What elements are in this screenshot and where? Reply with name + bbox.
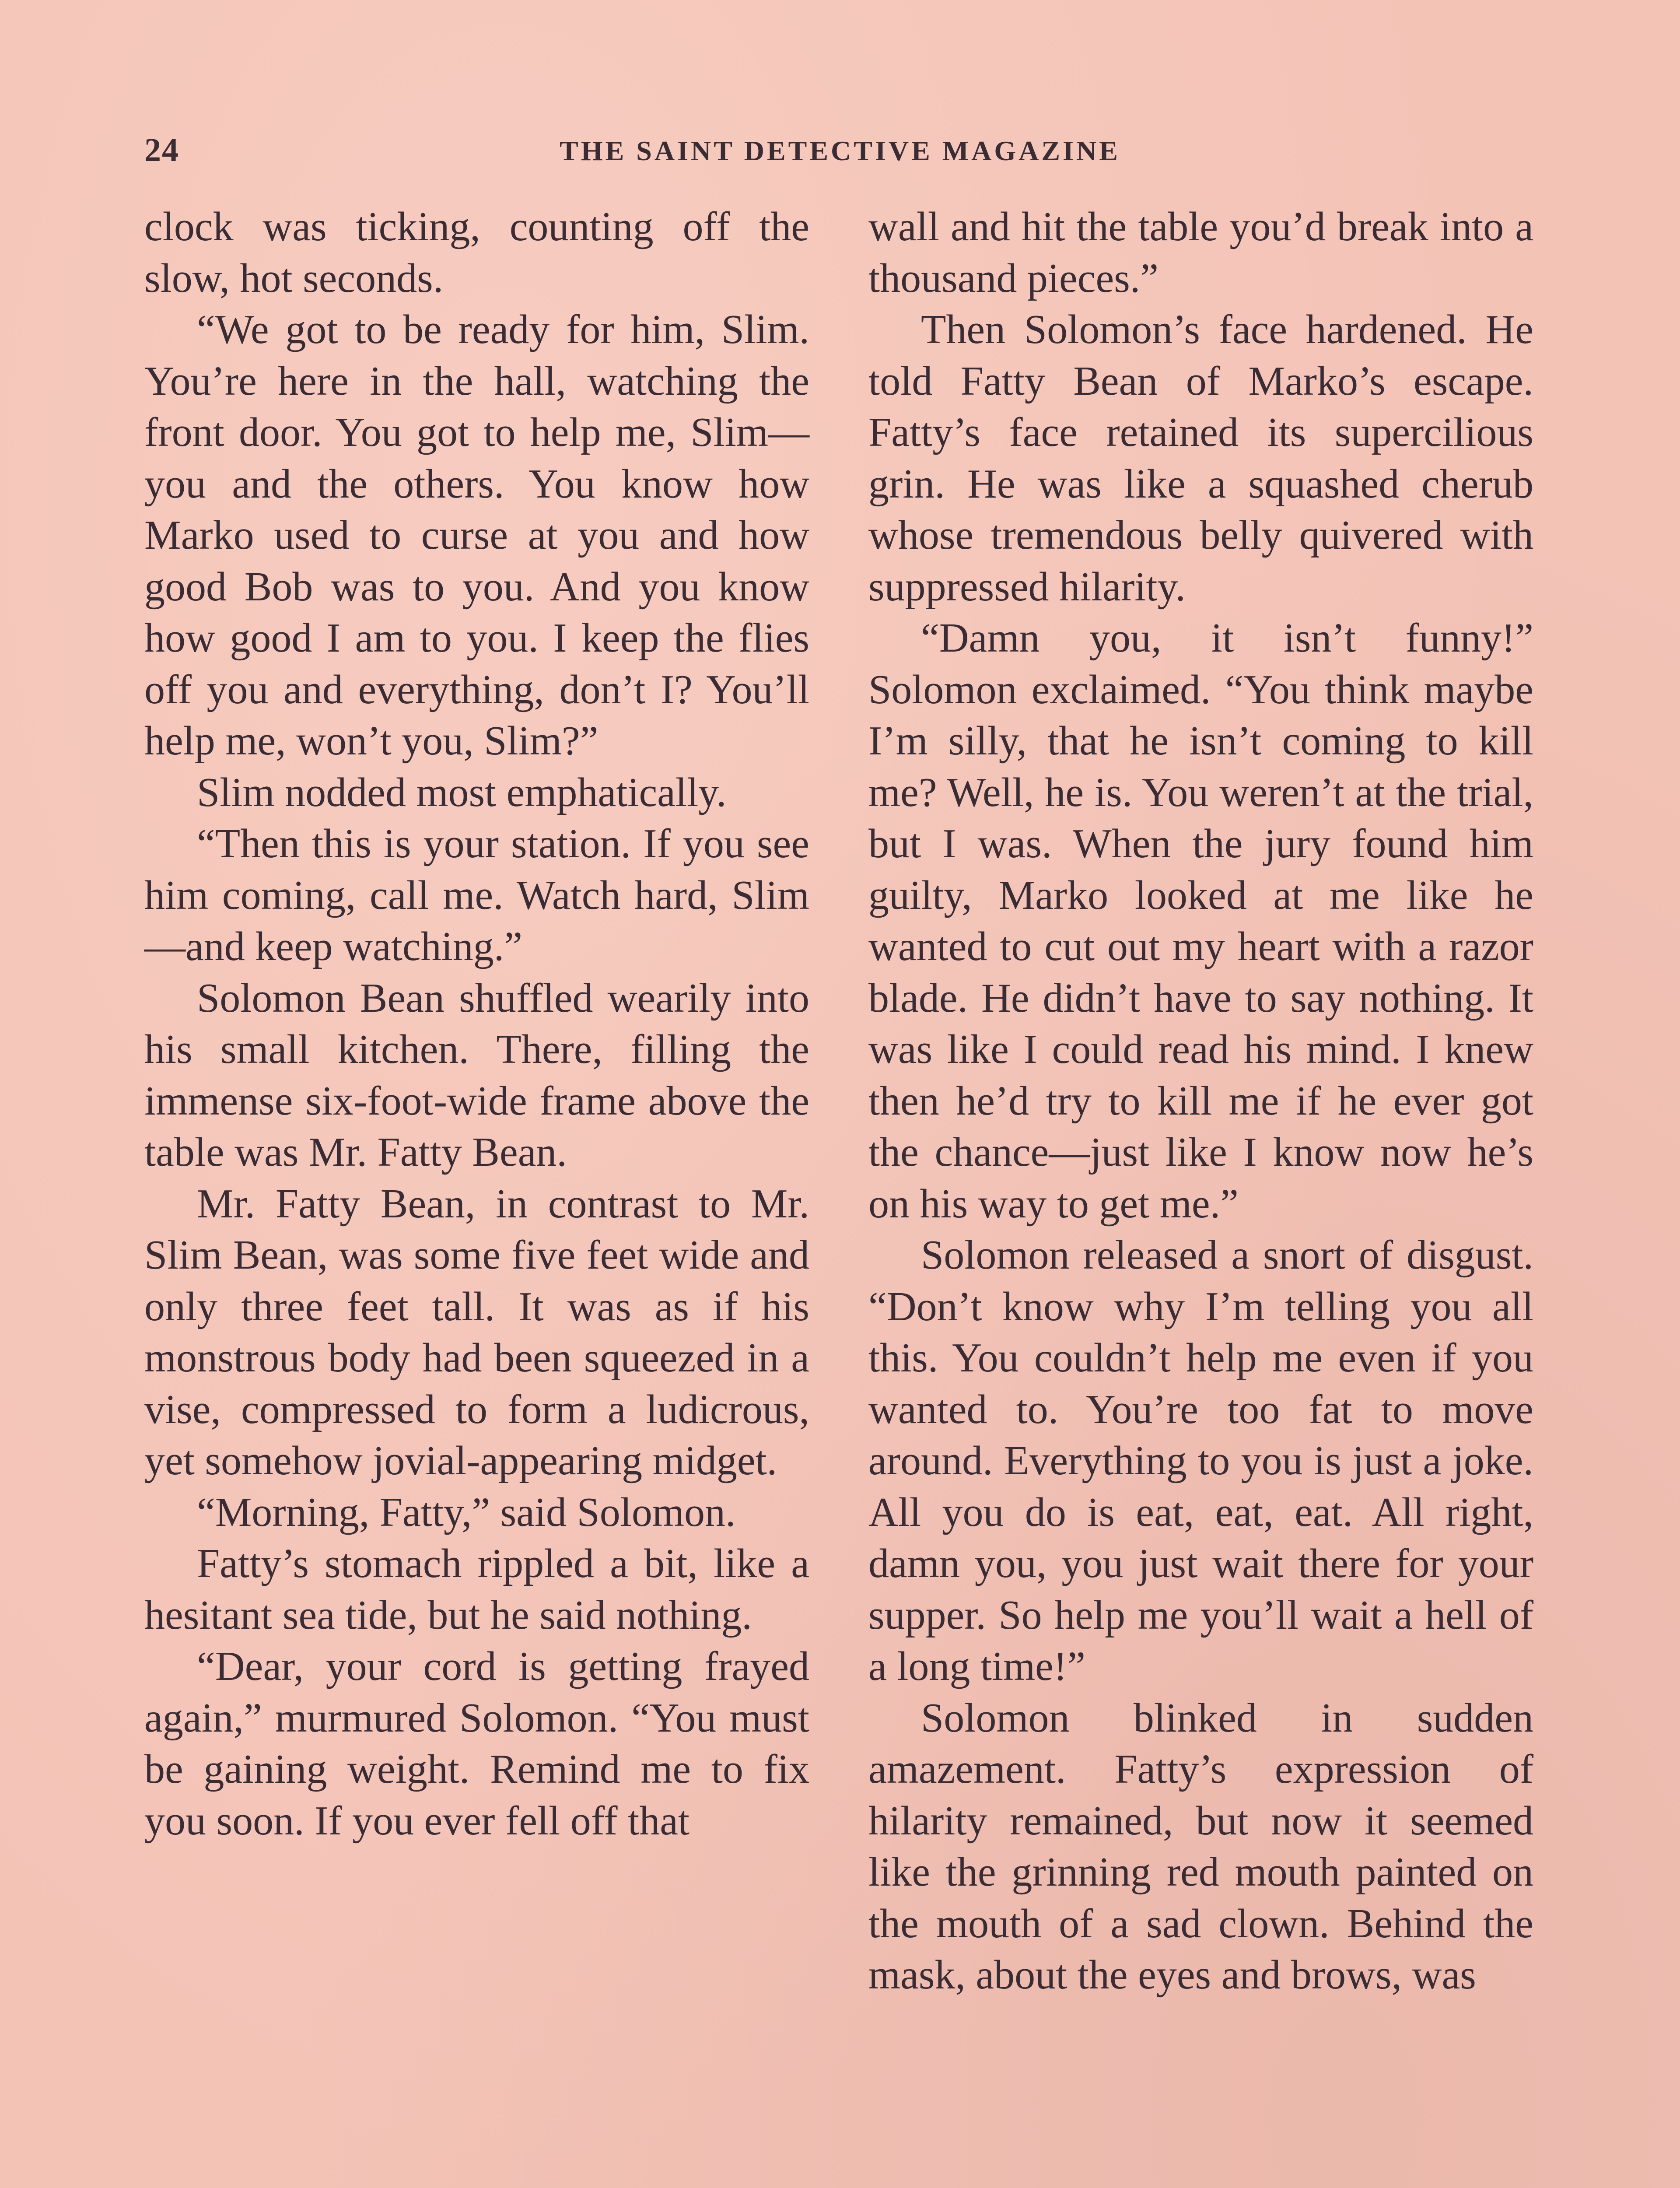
- paragraph: Fatty’s stomach rippled a bit, like a hesitant sea tide, but he said nothing.: [144, 1541, 809, 1638]
- page-number: 24: [144, 132, 179, 168]
- paragraph: Then Solomon’s face hardened. He told Fatty Bean of Marko’s escape. Fatty’s face retained its supercilious grin. He was like a squashed cherub whose tremendous belly quivered with suppressed hilarity.: [868, 307, 1533, 610]
- paragraph: “Morning, Fatty,” said Solomon.: [197, 1489, 736, 1535]
- running-head: [144, 131, 1536, 179]
- paragraph: wall and hit the table you’d break into a thousand pieces.”: [868, 204, 1533, 301]
- paragraph: Slim nodded most emphatically.: [197, 769, 727, 815]
- paragraph: “Damn you, it isn’t funny!” Solomon exclaimed. “You think maybe I’m silly, that he isn’t coming to kill me? Well, he is. You weren’t at the trial, but I was. When the jury found him guilty, Marko looked at me like he wanted to cut out my heart with a razor blade. He didn’t have to say nothing. It was like I could read his mind. I knew then he’d try to kill me if he ever got the chance—just like I know now he’s on his way to get me.”: [868, 615, 1533, 1227]
- paragraph: Solomon Bean shuffled wearily into his small kitchen. There, filling the immense six-foot-wide frame above the table was Mr. Fatty Bean.: [144, 975, 809, 1175]
- paragraph: Solomon released a snort of disgust. “Don’t know why I’m telling you all this. You couldn’t help me even if you wanted to. You’re too fat to move around. Everything to you is just a joke. All you do is eat, eat, eat. All right, damn you, you just wait there for your supper. So help me you’ll wait a hell of a long time!”: [868, 1232, 1533, 1689]
- paragraph: Mr. Fatty Bean, in contrast to Mr. Slim Bean, was some five feet wide and only three feet tall. It was as if his monstrous body had been squeezed in a vise, compressed to form a ludicrous, yet somehow jovial-appearing midget.: [144, 1181, 809, 1483]
- paragraph: “Dear, your cord is getting frayed again,” murmured Solomon. “You must be gaining weight. Remind me to fix you soon. If you ever fell off that: [144, 1644, 809, 1844]
- left-column: [144, 201, 809, 1847]
- paragraph: Solomon blinked in sudden amazement. Fatty’s expression of hilarity remained, but now it seemed like the grinning red mouth painted on the mouth of a sad clown. Behind the mask, about the eyes and brows, was: [868, 1695, 1533, 1998]
- paragraph: “We got to be ready for him, Slim. You’re here in the hall, watching the front door. You got to help me, Slim—you and the others. You know how Marko used to curse at you and how good Bob was to you. And you know how good I am to you. I keep the flies off you and everything, don’t I? You’ll help me, won’t you, Slim?”: [144, 307, 809, 764]
- paragraph: “Then this is your station. If you see him coming, call me. Watch hard, Slim—and keep watching.”: [144, 821, 809, 969]
- paragraph: clock was ticking, counting off the slow, hot seconds.: [144, 204, 809, 301]
- right-column: [868, 201, 1533, 2001]
- magazine-title: THE SAINT DETECTIVE MAGAZINE: [560, 135, 1120, 166]
